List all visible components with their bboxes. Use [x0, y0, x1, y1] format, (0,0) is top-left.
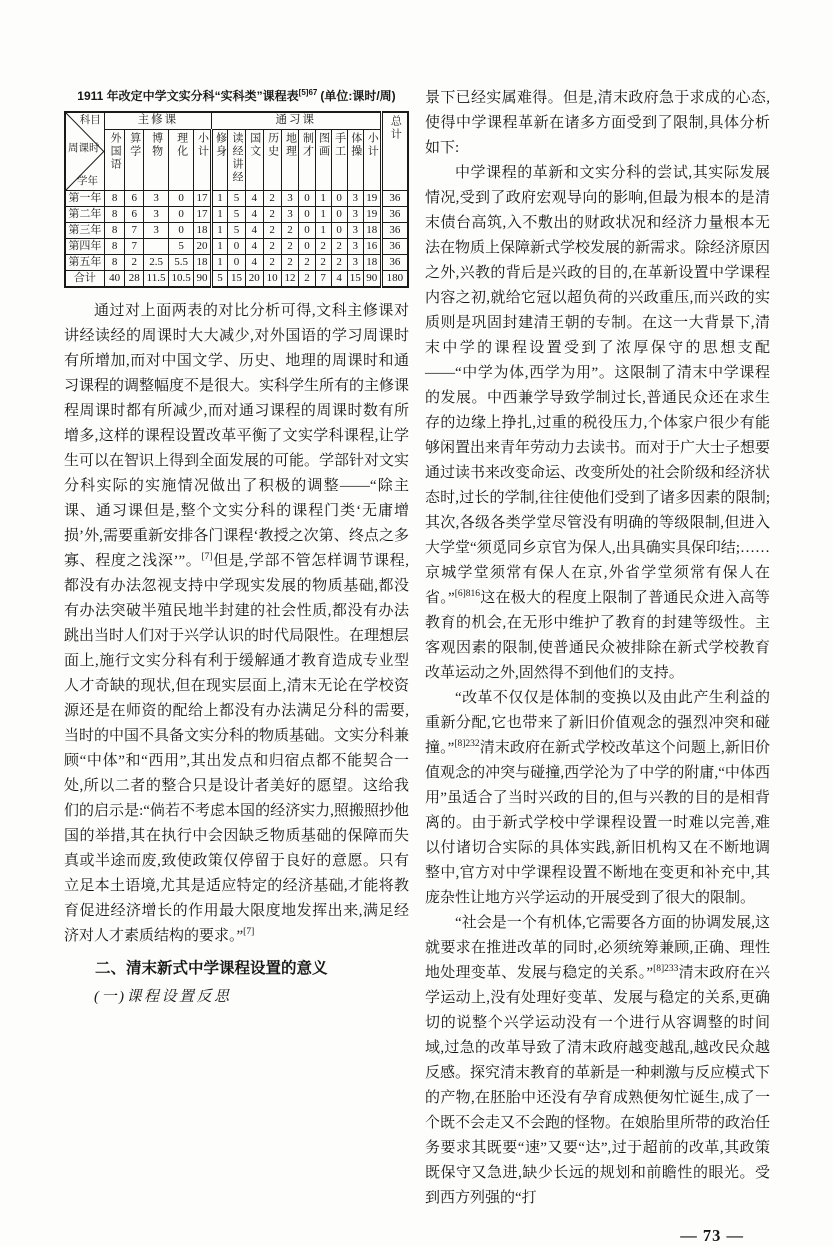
table-cell: 2	[263, 207, 281, 223]
table-row-label: 第三年	[65, 223, 104, 239]
table-cell: 0	[299, 239, 315, 255]
table-cell: 6	[125, 191, 144, 207]
table-title	[64, 88, 409, 104]
table-cell: 4	[245, 207, 263, 223]
table-row-label: 第二年	[65, 207, 104, 223]
table-cell: 1	[315, 223, 331, 239]
table-cell: 0	[299, 191, 315, 207]
table-column-header: 体操	[347, 130, 363, 191]
table-cell: 19	[363, 191, 381, 207]
table-cell: 18	[194, 255, 212, 271]
table-cell: 4	[245, 223, 263, 239]
table-cell: 3	[281, 191, 299, 207]
table-cell: 2	[315, 239, 331, 255]
subsection-heading: (一)课程设置反思	[94, 989, 232, 1005]
table-cell: 19	[363, 207, 381, 223]
table-cell: 4	[245, 255, 263, 271]
table-cell: 3	[347, 223, 363, 239]
table-cell: 11.5	[144, 271, 169, 288]
table-row-label: 第一年	[65, 191, 104, 207]
table-cell: 5	[211, 271, 227, 288]
table-column-header: 修身	[211, 130, 227, 191]
body-paragraph: 景下已经实属难得。但是,清末政府急于求成的心态,使得中学课程革新在诸多方面受到了限制,具体分析如下:	[425, 90, 770, 156]
table-cell: 3	[144, 191, 169, 207]
table-cell: 2	[331, 255, 347, 271]
table-cell: 1	[211, 191, 227, 207]
table-cell: 8	[104, 207, 125, 223]
table-cell: 1	[315, 191, 331, 207]
citation-superscript: [7]	[243, 927, 255, 937]
table-cell: 0	[299, 223, 315, 239]
table-cell: 1	[211, 223, 227, 239]
table-group-header: 通习课	[211, 112, 381, 130]
table-column-header: 读经讲经	[228, 130, 246, 191]
table-cell: 180	[381, 271, 408, 288]
table-cell: 5.5	[169, 255, 194, 271]
corner-label-year: 学年	[77, 175, 98, 187]
table-cell: 3	[347, 239, 363, 255]
body-paragraph: 中学课程的革新和文实分科的尝试,其实际发展情况,受到了政府宏观导向的影响,但最为根本的是清末债台高筑,入不敷出的财政状况和经济力量根本无法在物质上保障新式学校发展的新需求。除经济原因之外,兴教的背后是兴政的目的,在革新设置中学课程内容之初,就给它冠以超负荷的兴政重压,而兴政的实质则是巩固封建清王朝的专制。在这一大背景下,清末中学的课程设置受到了浓厚保守的思想支配——“中学为体,西学为用”。这限制了清末中学课程的发展。中西兼学导致学制过长,普通民众还在求生存的边缘上挣扎,过重的税役压力,个体家户很少有能够闲置出来青年劳动力去读书。而对于广大士子想要通过读书来改变命运、改变所处的社会阶级和经济状态时,过长的学制,往往使他们受到了诸多因素的限制;其次,各级各类学堂尽管没有明确的等级限制,但进入大学堂“须觅同乡京官为保人,出具确实具保印结;……京城学堂须常有保人在京,外省学堂须常有保人在省。”$^{[6]816}$这在极大的程度上限制了普通民众进入高等教育的机会,在无形中维护了教育的封建等级性。主客观因素的限制,使普通民众被排除在新式学校教育改革运动之外,固然得不到他们的支持。	[425, 165, 771, 681]
table-cell: 1	[211, 207, 227, 223]
table-cell: 1	[211, 239, 227, 255]
table-cell: 0	[331, 223, 347, 239]
section-heading: 二、清末新式中学课程设置的意义	[95, 960, 328, 977]
table-cell: 3	[144, 223, 169, 239]
table-cell: 3	[347, 191, 363, 207]
table-cell: 0	[331, 191, 347, 207]
table-cell: 4	[245, 239, 263, 255]
table-column-header: 国文	[245, 130, 263, 191]
table-cell: 36	[381, 239, 408, 255]
table-cell: 3	[144, 207, 169, 223]
corner-label-weekly-hours: 周课时	[68, 143, 100, 154]
table-cell: 2	[263, 239, 281, 255]
table-column-header: 制才	[299, 130, 315, 191]
table-cell: 0	[228, 255, 246, 271]
right-column	[425, 86, 770, 1246]
table-cell: 7	[315, 271, 331, 288]
table-cell: 7	[125, 239, 144, 255]
table-cell: 2	[299, 271, 315, 288]
table-title-text: 1911 年改定中学文实分科“实科类”课程表	[77, 89, 299, 103]
table-column-header: 地理	[281, 130, 299, 191]
table-cell: 2	[315, 255, 331, 271]
table-cell: 20	[194, 239, 212, 255]
body-paragraph: “社会是一个有机体,它需要各方面的协调发展,这就要求在推进改革的同时,必须统筹兼顾,正确、理性地处理变革、发展与稳定的关系。”$^{[8]233}$清末政府在兴学运动上,没有处理好变革、发展与稳定的关系,更确切的说整个兴学运动没有一个进行从容调整的时间域,过急的改革导致了清末政府越变越乱,越改民众越反感。探究清末教育的革新是一种刺激与反应模式下的产物,在胚胎中还没有孕育成熟便匆忙诞生,成了一个既不会走又不会跑的怪物。在娘胎里所带的政治任务要求其既要“速”又要“达”,过于超前的改革,其政策既保守又急进,缺少长远的规划和前瞻性的眼光。受到西方列强的“打	[425, 915, 771, 1206]
table-column-header: 小计	[363, 130, 381, 191]
table-column-header: 博物	[144, 130, 169, 191]
table-row	[65, 239, 408, 255]
table-cell: 18	[363, 223, 381, 239]
table-cell: 18	[194, 223, 212, 239]
table-row-label: 第四年	[65, 239, 104, 255]
left-column	[64, 86, 409, 1246]
corner-label-subject: 科目	[79, 115, 101, 126]
table-cell: 5	[228, 191, 246, 207]
table-column-header: 算学	[125, 130, 144, 191]
table-cell: 5	[169, 239, 194, 255]
curriculum-table	[64, 111, 409, 288]
page-number: — 73 —	[680, 1226, 744, 1245]
table-cell: 2	[281, 255, 299, 271]
table-cell: 2	[299, 255, 315, 271]
table-cell: 8	[104, 255, 125, 271]
table-column-header: 小计	[194, 130, 212, 191]
table-column-header: 历史	[263, 130, 281, 191]
citation-superscript: [7]	[201, 552, 213, 562]
table-row-label: 第五年	[65, 255, 104, 271]
table-cell: 90	[363, 271, 381, 288]
table-cell: 15	[228, 271, 246, 288]
table-cell: 4	[245, 191, 263, 207]
table-cell: 12	[281, 271, 299, 288]
table-row	[65, 191, 408, 207]
body-paragraph: “改革不仅仅是体制的变换以及由此产生利益的重新分配,它也带来了新旧价值观念的强烈冲突和碰撞。”$^{[8]232}$清末政府在新式学校改革这个问题上,新旧价值观念的冲突与碰撞,西学沦为了中学的附庸,“中体西用”虽适合了当时兴政的目的,但与兴教的目的是相背离的。由于新式学校中学课程设置一时难以完善,难以付诸切合实际的具体实践,新旧机构又在不断地调整中,官方对中学课程设置不断地在变更和补充中,其庞杂性让地方兴学运动的开展受到了很大的限制。	[425, 690, 770, 906]
table-column-header: 手工	[331, 130, 347, 191]
table-cell: 7	[125, 223, 144, 239]
table-cell	[144, 239, 169, 255]
table-cell: 3	[347, 207, 363, 223]
table-cell: 1	[315, 207, 331, 223]
table-cell: 8	[104, 223, 125, 239]
table-cell: 18	[363, 255, 381, 271]
table-column-header: 外国语	[104, 130, 125, 191]
table-cell: 5	[228, 223, 246, 239]
table-cell: 2.5	[144, 255, 169, 271]
table-cell: 8	[104, 239, 125, 255]
table-title-citation: [5]67	[298, 88, 318, 97]
table-cell: 15	[347, 271, 363, 288]
table-cell: 2	[125, 255, 144, 271]
table-unit-label: (单位:课时/周)	[320, 89, 396, 103]
table-cell: 2	[331, 239, 347, 255]
table-cell: 2	[281, 223, 299, 239]
table-row	[65, 255, 408, 271]
table-cell: 3	[281, 207, 299, 223]
body-paragraph: 通过对上面两表的对比分析可得,文科主修课对讲经读经的周课时大大减少,对外国语的学习周课时有所增加,而对中国文学、历史、地理的周课时和通习课程的调整幅度不是很大。实科学生所有的主修课程周课时都有所减少,而对通习课程的周课时数有所增多,这样的课程设置改革平衡了文实学科课程,让学生可以在智识上得到全面发展的可能。学部针对文实分科实际的实施情况做出了积极的调整——“除主课、通习课但是,整个文实分科的课程门类‘无庸增损’外,需要重新安排各门课程‘教授之次第、终点之多寡、程度之浅深’”。[7]但是,学部不管怎样调节课程,都没有办法忽视支持中学现实发展的物质基础,都没有办法突破半殖民地半封建的社会性质,都没有办法跳出当时人们对于兴学认识的时代局限性。在理想层面上,施行文实分科有利于缓解通才教育造成专业型人才奇缺的现状,但在现实层面上,清末无论在学校资源还是在师资的配给上都没有办法满足分科的需要,当时的中国不具备文实分科的物质基础。文实分科兼顾“中体”和“西用”,其出发点和归宿点都不能契合一处,所以二者的整合只是设计者美好的愿望。这给我们的启示是:“倘若不考虑本国的经济实力,照搬照抄他国的举措,其在执行中会因缺乏物质基础的保障而失真或半途而废,致使政策仅停留于良好的意愿。只有立足本土语境,尤其是适应特定的经济基础,才能将教育促进经济增长的作用最大限度地发挥出来,满足经济对人才素质结构的要求。”[7]	[64, 303, 410, 944]
table-cell: 2	[263, 223, 281, 239]
table-cell: 17	[194, 191, 212, 207]
table-cell: 10	[263, 271, 281, 288]
table-cell: 16	[363, 239, 381, 255]
table-cell: 2	[263, 191, 281, 207]
table-cell: 5	[228, 207, 246, 223]
table-row	[65, 271, 408, 288]
table-row	[65, 207, 408, 223]
table-row-label: 合计	[65, 271, 104, 288]
table-cell: 17	[194, 207, 212, 223]
table-cell: 0	[228, 239, 246, 255]
table-row	[65, 223, 408, 239]
table-cell: 36	[381, 223, 408, 239]
table-column-header: 理化	[169, 130, 194, 191]
table-cell: 1	[211, 255, 227, 271]
citation-superscript: [8]232	[454, 739, 480, 749]
table-group-header-row	[65, 112, 408, 130]
table-cell: 0	[169, 207, 194, 223]
citation-superscript: [6]816	[454, 589, 481, 599]
table-cell: 36	[381, 191, 408, 207]
table-cell: 8	[104, 191, 125, 207]
table-cell: 10.5	[169, 271, 194, 288]
table-column-header-row	[65, 130, 408, 191]
table-cell: 36	[381, 255, 408, 271]
table-cell: 0	[169, 223, 194, 239]
table-cell: 2	[263, 255, 281, 271]
table-cell: 20	[245, 271, 263, 288]
table-cell: 3	[347, 255, 363, 271]
table-cell: 40	[104, 271, 125, 288]
table-cell: 0	[169, 191, 194, 207]
table-cell: 28	[125, 271, 144, 288]
table-cell: 6	[125, 207, 144, 223]
table-cell: 2	[281, 239, 299, 255]
table-cell: 0	[331, 207, 347, 223]
table-corner-header	[65, 112, 104, 191]
table-cell: 4	[331, 271, 347, 288]
two-column-layout	[64, 86, 770, 1246]
table-column-header: 图画	[315, 130, 331, 191]
table-total-header: 总计	[381, 112, 408, 191]
table-cell: 36	[381, 207, 408, 223]
table-cell: 90	[194, 271, 212, 288]
table-cell: 0	[299, 207, 315, 223]
table-group-header: 主修课	[104, 112, 211, 130]
citation-superscript: [8]233	[653, 964, 679, 974]
